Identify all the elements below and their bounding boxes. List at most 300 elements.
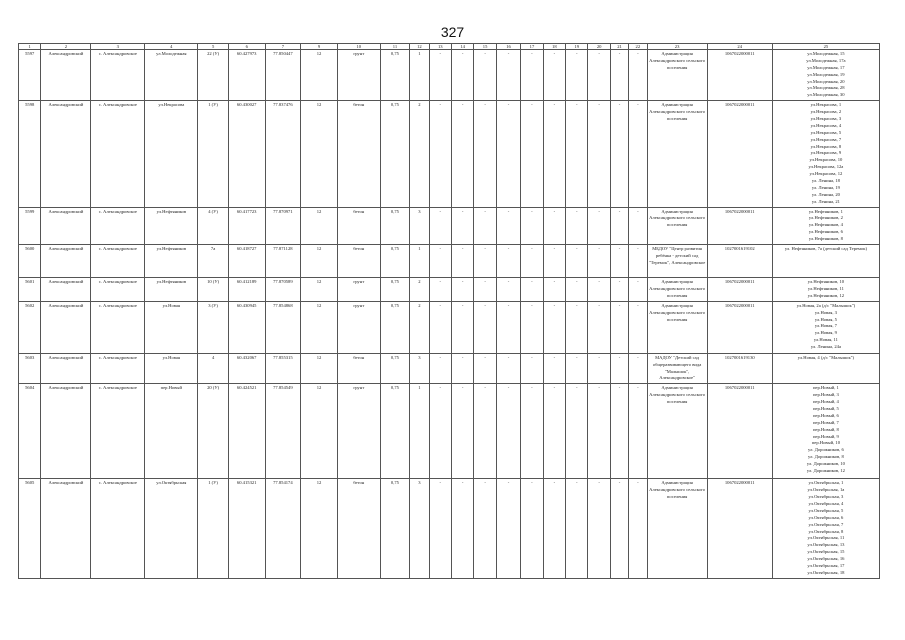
registry-table [18,43,880,579]
address-line: ул.Октябрьская, 16 [807,556,845,562]
district-cell: Александровский [41,278,91,302]
dash-cell: - [429,245,451,278]
address-line: ул. Дорожников, 12 [806,467,845,473]
address-line: ул.Нефтяников, 6 [808,229,843,235]
column-header: 17 [521,44,543,50]
district-cell: Александровский [41,245,91,278]
dash-cell: - [566,384,588,479]
dash-cell: - [429,353,451,384]
ogrn-cell: 1067022000011 [707,479,772,578]
dash-cell: - [610,278,628,302]
addresses-cell [772,278,879,302]
column-header: 1 [19,44,41,50]
dash-cell: - [451,245,473,278]
address-line: ул. Дорожников, 10 [806,461,845,467]
addresses-cell [772,245,879,278]
ogrn-cell: 1067022000011 [707,278,772,302]
dash-cell: - [521,245,543,278]
column-header: 15 [474,44,496,50]
settlement-cell: с. Александровское [91,384,145,479]
column-header: 4 [145,44,198,50]
owner-cell [647,50,707,101]
surface-material-cell: бетон [337,245,380,278]
dash-cell: - [610,301,628,353]
settlement-cell: с. Александровское [91,50,145,101]
container-count-cell: 2 [410,301,429,353]
ogrn-cell: 1067022000011 [707,50,772,101]
dash-cell: - [451,479,473,578]
address-line: ул.Некрасова, 9 [810,150,842,156]
dash-cell: - [496,50,520,101]
address-line: пер.Новый, 10 [811,440,840,446]
area-cell: 0,75 [380,353,410,384]
table-row [19,353,880,384]
ogrn-cell: 1067022000011 [707,384,772,479]
dash-cell: - [566,101,588,207]
district-cell: Александровский [41,479,91,578]
address-line: ул.Нефтяников, 2 [808,215,843,221]
dash-cell: - [451,384,473,479]
district-cell: Александровский [41,353,91,384]
surface-material-cell: грунт [337,301,380,353]
column-header: 16 [496,44,520,50]
address-line: ул.Нефтяников, 8 [808,236,843,242]
owner-cell [647,479,707,578]
column-9-cell: 12 [301,278,338,302]
dash-cell: - [543,301,565,353]
street-cell: ул.Нефтяников [145,245,198,278]
dash-cell: - [543,207,565,244]
dash-cell: - [474,384,496,479]
address-line: пер.Новый, 5 [812,405,839,411]
row-number: 5597 [19,50,41,101]
owner-text: МБДОУ "Центр развития ребёнка - детский сад "Теремок", Александровское [648,246,706,265]
row-number: 5605 [19,479,41,578]
table-row [19,207,880,244]
area-cell: 0,75 [380,384,410,479]
house-cell: 4 [198,353,229,384]
street-cell: ул.Нефтяников [145,207,198,244]
address-line: ул.Октябрьская, 1а [807,487,845,493]
dash-cell: - [610,50,628,101]
dash-cell: - [451,278,473,302]
dash-cell: - [543,50,565,101]
dash-cell: - [543,278,565,302]
column-9-cell: 12 [301,245,338,278]
dash-cell: - [521,384,543,479]
street-cell: ул.Молодежная [145,50,198,101]
latitude-cell: 60.415321 [228,479,265,578]
column-header: 24 [707,44,772,50]
column-header: 23 [647,44,707,50]
row-number: 5600 [19,245,41,278]
dash-cell: - [588,384,610,479]
dash-cell: - [610,101,628,207]
address-line: ул.Некрасова, 2 [810,109,842,115]
dash-cell: - [496,207,520,244]
owner-text: Администрация Александровского сельского поселения [649,385,706,405]
address-line: пер.Новый, 9 [812,433,839,439]
dash-cell: - [566,353,588,384]
address-line: ул.Октябрьская, 6 [808,514,844,520]
container-count-cell: 3 [410,479,429,578]
dash-cell: - [496,101,520,207]
table-row [19,384,880,479]
column-9-cell: 12 [301,207,338,244]
row-number: 5602 [19,301,41,353]
column-header: 2 [41,44,91,50]
address-line: ул. Дорожников, 6 [808,447,844,453]
address-line: ул. Ленина, 19 [811,184,840,190]
dash-cell: - [429,207,451,244]
address-line: ул.Некрасова, 3 [810,116,842,122]
dash-cell: - [429,50,451,101]
district-cell: Александровский [41,384,91,479]
dash-cell: - [610,207,628,244]
dash-cell: - [543,479,565,578]
dash-cell: - [474,479,496,578]
ogrn-cell: 1067022000011 [707,301,772,353]
area-cell: 0,75 [380,101,410,207]
address-line: пер.Новый, 1 [812,385,839,391]
longitude-cell: 77.871128 [265,245,301,278]
house-cell: 7а [198,245,229,278]
address-line: ул.Новая, 2а (д/с "Малышок") [796,302,856,308]
longitude-cell: 77.855315 [265,353,301,384]
settlement-cell: с. Александровское [91,301,145,353]
surface-material-cell: грунт [337,50,380,101]
owner-cell [647,207,707,244]
owner-text: Администрация Александровского сельского поселения [649,480,706,500]
surface-material-cell: грунт [337,278,380,302]
longitude-cell: 77.850447 [265,50,301,101]
column-header: 22 [629,44,647,50]
addresses-cell [772,479,879,578]
column-header: 18 [543,44,565,50]
latitude-cell: 60.427973 [228,50,265,101]
column-header: 25 [772,44,879,50]
dash-cell: - [474,101,496,207]
dash-cell: - [496,479,520,578]
house-cell: 1 (У) [198,479,229,578]
dash-cell: - [566,301,588,353]
settlement-cell: с. Александровское [91,353,145,384]
container-count-cell: 1 [410,384,429,479]
dash-cell: - [566,245,588,278]
dash-cell: - [588,50,610,101]
addresses-cell [772,353,879,384]
column-header: 10 [337,44,380,50]
settlement-cell: с. Александровское [91,245,145,278]
dash-cell: - [629,384,647,479]
owner-cell [647,301,707,353]
address-line: пер.Новый, 7 [812,419,839,425]
dash-cell: - [451,50,473,101]
dash-cell: - [543,245,565,278]
dash-cell: - [543,353,565,384]
page-number: 327 [440,24,465,40]
ogrn-cell: 1027001619130 [707,353,772,384]
dash-cell: - [629,479,647,578]
dash-cell: - [496,278,520,302]
address-line: ул.Октябрьская, 13 [807,542,845,548]
address-line: ул.Октябрьская, 4 [808,500,844,506]
dash-cell: - [521,479,543,578]
dash-cell: - [629,50,647,101]
address-line: пер.Новый, 4 [812,399,839,405]
address-line: ул.Молодежная, 15 [807,51,845,56]
owner-cell [647,353,707,384]
house-cell: 3 (У) [198,301,229,353]
address-line: ул.Некрасова, 1 [810,102,842,108]
address-line: ул.Октябрьская, 15 [807,549,845,555]
column-header: 11 [380,44,410,50]
settlement-cell: с. Александровское [91,278,145,302]
dash-cell: - [474,207,496,244]
dash-cell: - [496,245,520,278]
dash-cell: - [629,101,647,207]
dash-cell: - [496,384,520,479]
dash-cell: - [629,245,647,278]
ogrn-cell: 1067022000011 [707,207,772,244]
address-line: ул.Молодежная, 17а [806,57,846,63]
table-row [19,301,880,353]
container-count-cell: 1 [410,50,429,101]
column-header: 20 [588,44,610,50]
address-line: ул. Нефтяников, 7а (детский сад Теремок) [784,246,868,252]
dash-cell: - [610,479,628,578]
container-count-cell: 2 [410,278,429,302]
longitude-cell: 77.854868 [265,301,301,353]
column-header: 14 [451,44,473,50]
latitude-cell: 60.417723 [228,207,265,244]
house-cell: 10 (У) [198,278,229,302]
column-header: 9 [301,44,338,50]
address-line: ул.Новая, 7 [814,323,837,329]
address-line: ул. Ленина, 20 [811,191,840,197]
column-header: 12 [410,44,429,50]
dash-cell: - [429,384,451,479]
addresses-cell [772,207,879,244]
addresses-cell [772,101,879,207]
address-line: ул. Ленина, 24а [810,344,841,350]
longitude-cell: 77.837476 [265,101,301,207]
longitude-cell: 77.870589 [265,278,301,302]
dash-cell: - [451,353,473,384]
address-line: пер.Новый, 6 [812,412,839,418]
column-9-cell: 12 [301,101,338,207]
surface-material-cell: бетон [337,353,380,384]
row-number: 5599 [19,207,41,244]
street-cell: пер.Новый [145,384,198,479]
dash-cell: - [474,301,496,353]
address-line: ул.Октябрьская, 17 [807,562,845,568]
dash-cell: - [588,245,610,278]
address-line: ул.Октябрьская, 18 [807,569,845,575]
addresses-cell [772,301,879,353]
address-line: ул.Новая, 11 [813,337,838,343]
address-line: пер.Новый, 8 [812,426,839,432]
street-cell: ул.Октябрьская [145,479,198,578]
dash-cell: - [566,207,588,244]
column-9-cell: 12 [301,301,338,353]
longitude-cell: 77.854549 [265,384,301,479]
column-header: 7 [265,44,301,50]
dash-cell: - [610,384,628,479]
house-cell: 1 (У) [198,101,229,207]
row-number: 5603 [19,353,41,384]
column-header: 21 [610,44,628,50]
row-number: 5598 [19,101,41,207]
surface-material-cell: грунт [337,384,380,479]
address-line: ул.Октябрьская, 11 [807,535,845,541]
ogrn-cell: 1027001619102 [707,245,772,278]
column-9-cell: 12 [301,353,338,384]
container-count-cell: 3 [410,207,429,244]
dash-cell: - [451,301,473,353]
address-line: ул.Новая, 3 [814,309,837,315]
address-line: ул.Нефтяников, 10 [807,279,845,285]
dash-cell: - [588,301,610,353]
address-line: ул. Ленина, 18 [811,178,840,184]
dash-cell: - [588,479,610,578]
area-cell: 0,75 [380,479,410,578]
area-cell: 0,75 [380,245,410,278]
address-line: ул.Новая, 4 (д/с "Малышок") [797,354,855,360]
table-row [19,278,880,302]
owner-cell [647,245,707,278]
surface-material-cell: бетон [337,207,380,244]
address-line: ул.Молодежная, 20 [807,78,845,84]
dash-cell: - [521,278,543,302]
house-cell: 22 (У) [198,50,229,101]
dash-cell: - [496,353,520,384]
row-number: 5601 [19,278,41,302]
column-9-cell: 12 [301,384,338,479]
latitude-cell: 60.424521 [228,384,265,479]
address-line: ул.Некрасова, 8 [810,143,842,149]
owner-text: МАДОУ "Детский сад общеразвивающего вида "Малышок", Александровское" [652,354,702,381]
dash-cell: - [566,50,588,101]
dash-cell: - [588,353,610,384]
column-9-cell: 12 [301,479,338,578]
address-line: ул.Новая, 5 [814,316,837,322]
address-line: ул.Некрасова, 12 [809,171,843,177]
address-line: ул.Нефтяников, 12 [807,292,845,298]
address-line: ул.Октябрьская, 8 [808,528,844,534]
dash-cell: - [629,353,647,384]
street-cell: ул.Нефтяников [145,278,198,302]
address-line: ул. Дорожников, 8 [808,454,844,460]
dash-cell: - [588,278,610,302]
dash-cell: - [429,479,451,578]
area-cell: 0,75 [380,207,410,244]
address-line: ул.Некрасова, 10 [809,157,843,163]
latitude-cell: 60.430945 [228,301,265,353]
owner-cell [647,384,707,479]
address-line: ул.Октябрьская, 7 [808,521,844,527]
dash-cell: - [451,101,473,207]
address-line: ул.Некрасова, 4 [810,122,842,128]
address-line: ул.Нефтяников, 11 [807,285,844,291]
owner-cell [647,278,707,302]
address-line: ул.Нефтяников, 4 [808,222,843,228]
column-header: 3 [91,44,145,50]
owner-text: Администрация Александровского сельского поселения [649,51,706,70]
address-line: ул.Октябрьская, 3 [808,494,844,500]
owner-text: Администрация Александровского сельского поселения [649,208,706,228]
surface-material-cell: бетон [337,479,380,578]
address-line: ул.Молодежная, 30 [807,92,845,98]
dash-cell: - [451,207,473,244]
address-line: ул.Молодежная, 17 [807,64,845,70]
address-line: пер.Новый, 3 [812,392,839,398]
owner-text: Администрация Александровского сельского поселения [649,279,706,298]
address-line: ул.Нефтяников, 1 [808,208,843,214]
dash-cell: - [521,301,543,353]
area-cell: 0,75 [380,50,410,101]
ogrn-cell: 1067022000011 [707,101,772,207]
address-line: ул.Новая, 9 [814,330,837,336]
area-cell: 0,75 [380,278,410,302]
street-cell: ул.Новая [145,353,198,384]
dash-cell: - [521,50,543,101]
column-9-cell: 12 [301,50,338,101]
dash-cell: - [474,353,496,384]
dash-cell: - [610,245,628,278]
latitude-cell: 60.418727 [228,245,265,278]
table-row [19,245,880,278]
district-cell: Александровский [41,301,91,353]
latitude-cell: 60.412189 [228,278,265,302]
settlement-cell: с. Александровское [91,101,145,207]
dash-cell: - [474,50,496,101]
dash-cell: - [566,479,588,578]
dash-cell: - [521,353,543,384]
address-line: ул.Молодежная, 19 [807,71,845,77]
table-row [19,479,880,578]
dash-cell: - [629,301,647,353]
owner-cell [647,101,707,207]
column-header: 5 [198,44,229,50]
dash-cell: - [629,207,647,244]
dash-cell: - [566,278,588,302]
dash-cell: - [543,101,565,207]
dash-cell: - [543,384,565,479]
district-cell: Александровский [41,50,91,101]
address-line: ул.Некрасова, 7 [810,136,842,142]
owner-text: Администрация Александровского сельского поселения [649,302,706,322]
dash-cell: - [474,245,496,278]
dash-cell: - [496,301,520,353]
column-header: 13 [429,44,451,50]
addresses-cell [772,50,879,101]
address-line: ул.Октябрьская, 5 [808,507,844,513]
container-count-cell: 1 [410,245,429,278]
longitude-cell: 77.854174 [265,479,301,578]
column-header: 19 [566,44,588,50]
address-line: ул.Некрасова, 5 [810,129,842,135]
column-header: 6 [228,44,265,50]
street-cell: ул.Некрасова [145,101,198,207]
house-cell: 20 (У) [198,384,229,479]
latitude-cell: 60.432067 [228,353,265,384]
house-cell: 4 (У) [198,207,229,244]
area-cell: 0,75 [380,301,410,353]
address-line: ул.Октябрьская, 1 [808,480,844,486]
dash-cell: - [521,207,543,244]
surface-material-cell: бетон [337,101,380,207]
